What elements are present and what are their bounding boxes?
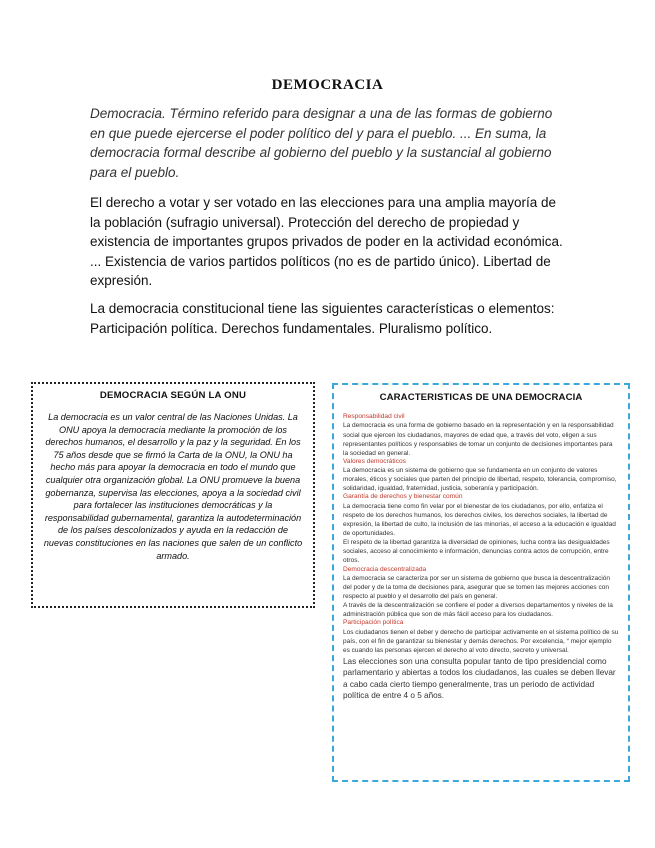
section-heading-valores: Valores democráticos [343,457,406,465]
onu-box [31,382,315,608]
section-text-garantia: La democracia tiene como fin velar por el bienestar de los ciudadanos, por ello, enfatiza el respeto de los derechos humanos, los derechos civiles, los derechos sociales, la libertad de expresión, la libertad de culto, la inclusión de las minorías, el acceso a la educación e igualdad de oportunidades. [343,502,616,538]
section-heading-descentralizada: Democracia descentralizada [343,565,427,573]
section-heading-responsabilidad: Responsabilidad civil [343,413,405,420]
section-text-valores: La democracia es un sistema de gobierno que se fundamenta en un conjunto de valores morales, éticos y sociales que parten del principio de libertad, respeto, tolerancia, compromiso, solidaridad, igualdad, fraternidad, justicia, soberanía y participación. [343,467,617,493]
characteristics-closing: Las elecciones son una consulta popular tanto de tipo presidencial como parlamentario y abiertas a todos los ciudadanos, las cuales se deben llevar a cabo cada cierto tiempo generalmente, tras un periodo de actividad política de entre 4 o 5 años. [343,657,616,700]
rights-paragraph: El derecho a votar y ser votado en las elecciones para una amplia mayoría de la población (sufragio universal). Protección del derecho de propiedad y existencia de importantes grupos privados de poder en la actividad económica. ... Existencia de varios partidos políticos (no es de partido único). Libertad de expresión. [90,195,563,289]
onu-box-title: DEMOCRACIA SEGÚN LA ONU [99,390,247,401]
document-title: DEMOCRACIA [271,77,384,93]
characteristics-box-title: CARACTERISTICAS DE UNA DEMOCRACIA [379,392,583,403]
characteristics-box [332,383,630,782]
constitutional-paragraph: La democracia constitucional tiene las siguientes características o elementos: Participación política. Derechos fundamentales. Pluralismo político. [90,301,555,336]
section-text-garantia-2: El respeto de la libertad garantiza la diversidad de opiniones, lucha contra las desigualdades sociales, acceso al conocimiento e información, denuncias contra actos de corrupción, entre otros. [343,539,610,565]
section-text-participacion: Los ciudadanos tienen el deber y derecho de participar activamente en el sistema político de su país, con el fin de garantizar su bienestar y demás derechos. Por excelencia, “ mejor ejemplo es cuando las personas ejercen el derecho al voto directo, secreto y universal. [343,628,619,654]
section-text-descentralizada: La democracia se caracteriza por ser un sistema de gobierno que busca la descentralización del poder y de la toma de decisiones para, asegurar que se tomen las mejores acciones con respecto al pueblo y el desarrollo del país en general. [343,574,611,601]
onu-box-body: La democracia es un valor central de las Naciones Unidas. La ONU apoya la democracia mediante la promoción de los derechos humanos, el desarrollo y la paz y la seguridad. En los 75 años desde que se firmó la Carta de la ONU, la ONU ha hecho más para apoyar la democracia en todo el mundo que cualquier otra organización global. La ONU promueve la buena gobernanza, supervisa las elecciones, apoya a la sociedad civil para fortalecer las instituciones democráticas y la responsabilidad gubernamental, garantiza la autodeterminación de los países descolonizados y ayuda en la redacción de nuevas constituciones en las naciones que salen de un conflicto armado. [43,412,303,561]
intro-paragraph: Democracia. Término referido para designar a una de las formas de gobierno en que puede ejercerse el poder político del y para el pueblo. ... En suma, la democracia formal describe al gobierno del pueblo y la sustancial al gobierno para el pueblo. [90,106,553,180]
section-heading-garantia: Garantía de derechos y bienestar común [343,493,463,501]
section-heading-participacion: Participación política [343,619,404,627]
section-text-descentralizada-2: A través de la descentralización se confiere el poder a diversos departamentos y niveles de la administración pública que son de más fácil acceso para los ciudadanos. [343,602,613,619]
section-text-responsabilidad: La democracia es una forma de gobierno basado en la representación y en la responsabilidad social que ejercen los ciudadanos, mayores de edad que, a través del voto, eligen a sus representantes políticos y responsables de tomar un conjunto de decisiones importantes para la sociedad en general. [343,422,614,457]
